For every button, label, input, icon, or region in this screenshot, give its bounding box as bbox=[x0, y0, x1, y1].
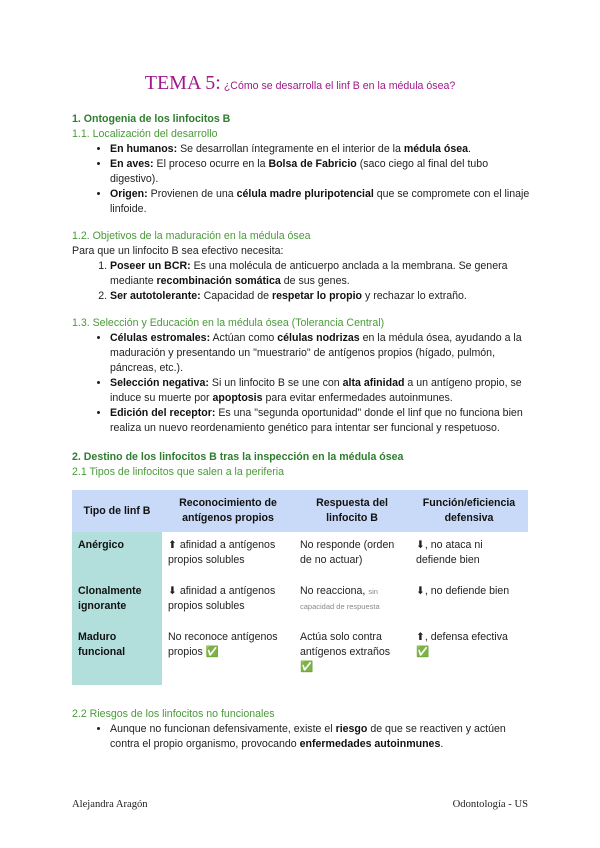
document-title bbox=[0, 72, 600, 94]
section-1-2-intro: Para que un linfocito B sea efectivo necesita: bbox=[72, 245, 284, 257]
localization-list bbox=[72, 142, 532, 217]
tema-question: ¿Cómo se desarrolla el linf B en la médula ósea? bbox=[223, 80, 456, 92]
table-cell: ⬇, no defiende bien bbox=[416, 585, 510, 597]
table-cell: Anérgico bbox=[72, 532, 162, 578]
table-row bbox=[72, 624, 528, 685]
table-cell: Actúa solo contra antígenos extraños ✅ bbox=[300, 631, 391, 673]
document-body bbox=[72, 112, 532, 752]
section-1-3-heading: 1.3. Selección y Educación en la médula ósea (Tolerancia Central) bbox=[72, 317, 385, 329]
lymphocyte-types-table bbox=[72, 490, 528, 685]
list-item: • Edición del receptor: Es una "segunda oportunidad" donde el linf que no funciona bien realiza un nuevo reordenamiento genético para intentar ser funcional y respetuoso. bbox=[110, 406, 532, 436]
list-item: 1. Poseer un BCR: Es una molécula de anticuerpo anclada a la membrana. Se genera mediante recombinación somática de sus genes. bbox=[110, 259, 532, 289]
table-header: Reconocimiento de antígenos propios bbox=[162, 490, 294, 532]
section-2-2-heading: 2.2 Riesgos de los linfocitos no funcionales bbox=[72, 708, 275, 720]
table-cell: ⬇ afinidad a antígenos propios solubles bbox=[168, 585, 276, 612]
footer-course: Odontología - US bbox=[452, 799, 528, 810]
table-header: Función/eficiencia defensiva bbox=[410, 490, 528, 532]
objectives-list bbox=[72, 259, 532, 304]
selection-list bbox=[72, 331, 532, 436]
section-2-heading: 2. Destino de los linfocitos B tras la inspección en la médula ósea bbox=[72, 451, 404, 463]
risks-list bbox=[72, 722, 532, 752]
list-item: • Origen: Provienen de una célula madre pluripotencial que se compromete con el linaje linfoide. bbox=[110, 187, 532, 217]
table-cell: ⬇, no ataca ni defiende bien bbox=[416, 539, 483, 566]
table-row bbox=[72, 532, 528, 578]
table-cell: ⬆ afinidad a antígenos propios solubles bbox=[168, 539, 276, 566]
list-item: 2. Ser autotolerante: Capacidad de respetar lo propio y rechazar lo extraño. bbox=[110, 289, 532, 304]
footer-author: Alejandra Aragón bbox=[72, 799, 148, 810]
table-cell: No reacciona, sin capacidad de respuesta bbox=[300, 585, 380, 611]
table-cell: No reconoce antígenos propios ✅ bbox=[168, 631, 278, 658]
table-header: Tipo de linf B bbox=[72, 490, 162, 532]
table-cell: Clonalmente ignorante bbox=[72, 578, 162, 624]
section-1-1-heading: 1.1. Localización del desarrollo bbox=[72, 128, 218, 140]
section-1-2-heading: 1.2. Objetivos de la maduración en la médula ósea bbox=[72, 230, 311, 242]
list-item: • Células estromales: Actúan como células nodrizas en la médula ósea, ayudando a la maduración y presentando un "muestrario" de antígenos propios (hígado, pulmón, páncreas, etc.). bbox=[110, 331, 532, 376]
table-row bbox=[72, 578, 528, 624]
section-1-heading: 1. Ontogenia de los linfocitos B bbox=[72, 113, 231, 125]
list-item: • En humanos: Se desarrollan íntegramente en el interior de la médula ósea. bbox=[110, 142, 532, 157]
table-cell: No responde (orden de no actuar) bbox=[300, 539, 395, 566]
table-cell: ⬆, defensa efectiva ✅ bbox=[416, 631, 508, 658]
section-2-1-heading: 2.1 Tipos de linfocitos que salen a la periferia bbox=[72, 466, 285, 478]
table-cell: Maduro funcional bbox=[72, 624, 162, 685]
list-item: • Aunque no funcionan defensivamente, existe el riesgo de que se reactiven y actúen contra el propio organismo, provocando enfermedades autoinmunes. bbox=[110, 722, 532, 752]
list-item: • En aves: El proceso ocurre en la Bolsa de Fabricio (saco ciego al final del tubo digestivo). bbox=[110, 157, 532, 187]
table-header-row bbox=[72, 490, 528, 532]
table-header: Respuesta del linfocito B bbox=[294, 490, 410, 532]
list-item: • Selección negativa: Si un linfocito B se une con alta afinidad a un antígeno propio, se induce su muerte por apoptosis para evitar enfermedades autoinmunes. bbox=[110, 376, 532, 406]
tema-label: TEMA 5: bbox=[144, 72, 221, 94]
